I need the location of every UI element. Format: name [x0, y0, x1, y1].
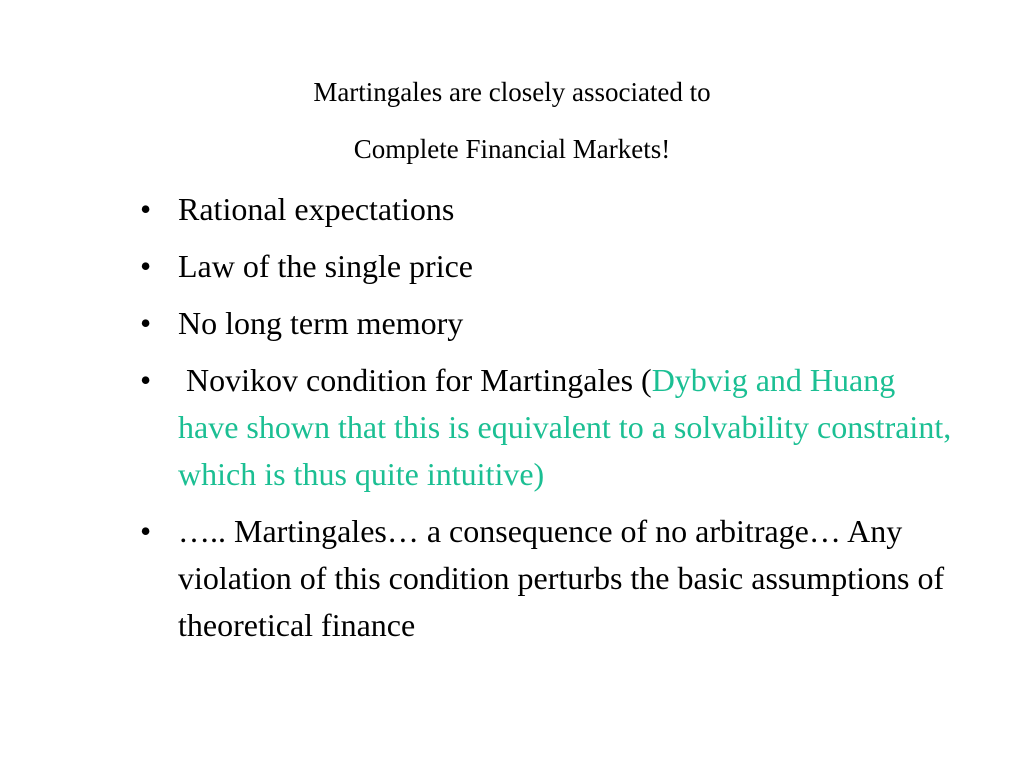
title-line-1: Martingales are closely associated to — [313, 77, 711, 107]
bullet-item — [140, 300, 960, 347]
bullet-marker: • — [140, 305, 152, 341]
bullet-text: Novikov condition for Martingales ( — [178, 362, 652, 398]
slide-title — [0, 64, 1024, 178]
bullet-text: Rational expectations — [178, 191, 455, 227]
bullet-accent-text: Dybvig and Huang have shown that this is equivalent to a solvability constraint, which is thus quite intuitive) — [178, 362, 952, 492]
bullet-marker: • — [140, 191, 152, 227]
bullet-item — [140, 186, 960, 233]
bullet-text: No long term memory — [178, 305, 464, 341]
bullet-item — [140, 243, 960, 290]
bullet-item — [140, 357, 960, 498]
bullet-marker: • — [140, 248, 152, 284]
bullet-marker: • — [140, 513, 152, 549]
bullet-text: Law of the single price — [178, 248, 473, 284]
bullet-list — [140, 186, 960, 659]
bullet-item — [140, 508, 960, 649]
bullet-marker: • — [140, 362, 152, 398]
bullet-text: ….. Martingales… a consequence of no arbitrage… Any violation of this condition perturbs the basic assumptions of theoretical finance — [178, 513, 945, 643]
title-line-2: Complete Financial Markets! — [353, 134, 671, 164]
